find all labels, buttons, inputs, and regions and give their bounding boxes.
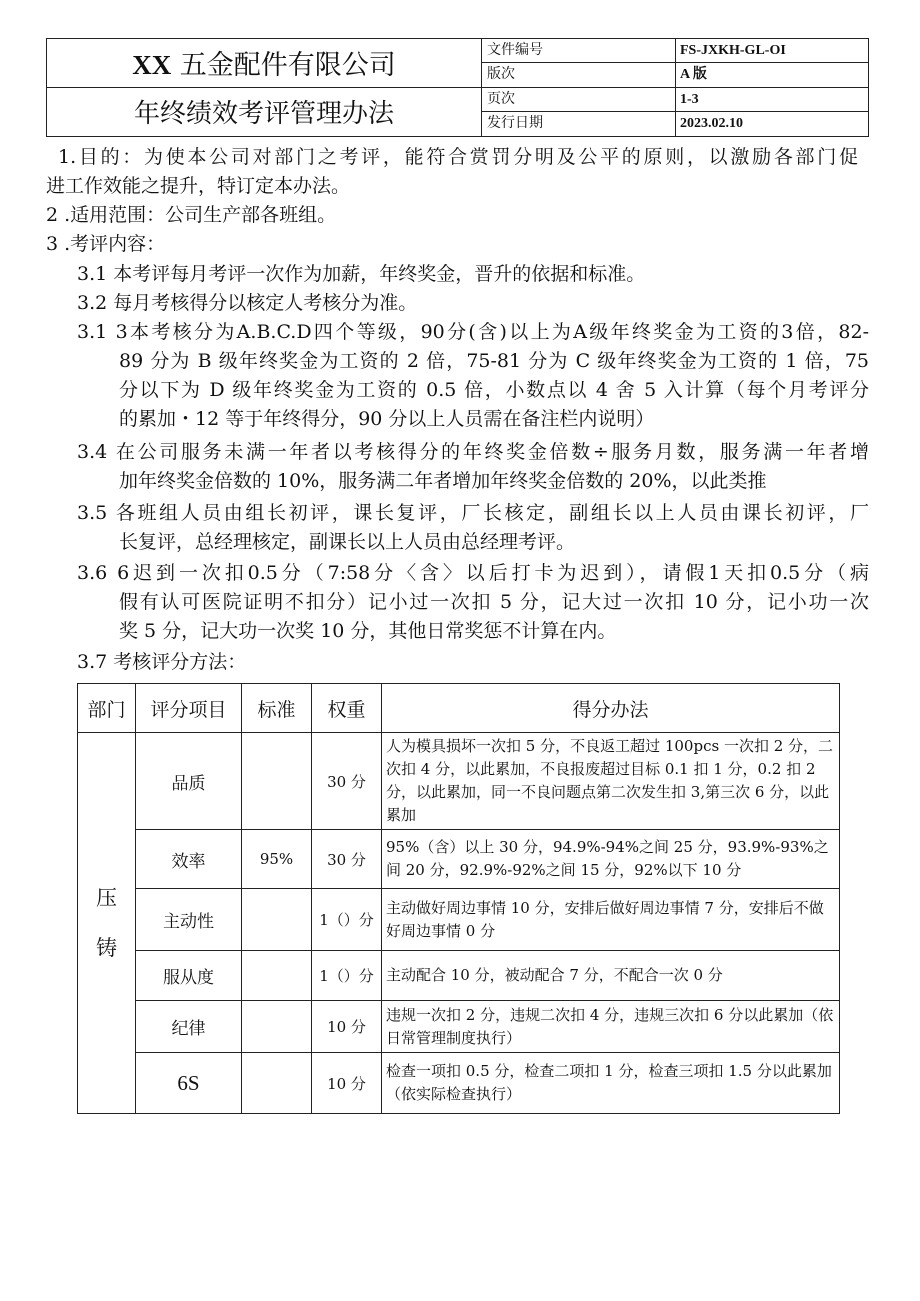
method-cell: 95%（含）以上 30 分，94.9%-94%之间 25 分，93.9%-93%之间 20 分，92.9%-92%之间 15 分，92%以下 10 分 (382, 830, 840, 889)
table-row (78, 951, 840, 1001)
item-cell: 纪律 (136, 1001, 242, 1053)
table-row (78, 733, 840, 830)
section-1-line-2: 进工作效能之提升，特订定本办法。 (46, 175, 351, 197)
section-3-13-line-1: 3.1 3本考核分为A.B.C.D四个等级，90分(含)以上为A级年终奖金为工资的3倍，82- (77, 321, 869, 343)
section-3-6-line-1: 3.6 6迟到一次扣0.5分（7:58分〈含〉以后打卡为迟到），请假1天扣0.5分（病 (77, 562, 869, 584)
item-cell: 品质 (136, 733, 242, 830)
section-3-heading: 3 .考评内容： (46, 233, 166, 255)
header-standard: 标准 (242, 684, 312, 733)
item-cell: 效率 (136, 830, 242, 889)
dept-cell: 压 铸 (78, 733, 136, 1114)
field-label-version: 版次 (487, 66, 515, 82)
header-dept: 部门 (78, 684, 136, 733)
section-3-5-line-1: 3.5 各班组人员由组长初评，课长复评，厂长核定，副组长以上人员由课长初评，厂 (77, 502, 869, 524)
document-header (46, 38, 869, 137)
table-row (78, 1001, 840, 1053)
field-label-page: 页次 (487, 91, 515, 107)
section-3-6-line-2: 假有认可医院证明不扣分）记小过一次扣 5 分，记大过一次扣 10 分，记小功一次 (119, 591, 869, 613)
item-cell: 服从度 (136, 951, 242, 1001)
method-cell: 违规一次扣 2 分，违规二次扣 4 分，违规三次扣 6 分以此累加（依日常管理制度执行） (382, 1001, 840, 1053)
table-row (78, 1053, 840, 1114)
standard-cell: 95% (242, 830, 312, 889)
table-row (78, 889, 840, 951)
section-2: 2 .适用范围：公司生产部各班组。 (46, 204, 337, 226)
section-3-2: 3.2 每月考核得分以核定人考核分为准。 (77, 292, 418, 314)
field-label-doc-number: 文件编号 (487, 42, 543, 58)
field-value-version: A 版 (680, 67, 707, 82)
section-3-4-line-1: 3.4 在公司服务未满一年者以考核得分的年终奖金倍数÷服务月数，服务满一年者增 (77, 441, 869, 463)
field-value-doc-number: FS-JXKH-GL-OI (680, 43, 786, 58)
standard-cell (242, 951, 312, 1001)
header-item: 评分项目 (136, 684, 242, 733)
evaluation-table (77, 683, 840, 1114)
field-value-page: 1-3 (680, 92, 699, 107)
section-1-line-1: 1.目的：为使本公司对部门之考评，能符合赏罚分明及公平的原则，以激励各部门促 (58, 146, 858, 168)
field-value-issue-date: 2023.02.10 (680, 116, 743, 131)
section-3-13-line-2: 89 分为 B 级年终奖金为工资的 2 倍，75-81 分为 C 级年终奖金为工资的 1 倍，75 (119, 350, 869, 372)
section-3-13-line-3: 分以下为 D 级年终奖金为工资的 0.5 倍，小数点以 4 舍 5 入计算（每个月考评分 (119, 379, 869, 401)
item-cell: 主动性 (136, 889, 242, 951)
section-3-4-line-2: 加年终奖金倍数的 10%，服务满二年者增加年终奖金倍数的 20%，以此类推 (119, 470, 767, 492)
item-cell: 6S (136, 1053, 242, 1114)
weight-cell: 10 分 (312, 1053, 382, 1114)
weight-cell: 1（）分 (312, 889, 382, 951)
section-3-6-line-3: 奖 5 分，记大功一次奖 10 分，其他日常奖惩不计算在内。 (119, 620, 617, 642)
section-3-13-line-4: 的累加・12 等于年终得分，90 分以上人员需在备注栏内说明） (119, 408, 655, 430)
table-header-row (78, 684, 840, 733)
method-cell: 人为模具损坏一次扣 5 分，不良返工超过 100pcs 一次扣 2 分，二次扣 4 分，以此累加，不良报废超过目标 0.1 扣 1 分，0.2 扣 2 分，以此累加，同一不良问题点第二次发生扣 3,第三次 6 分，以此累加 (382, 733, 840, 830)
weight-cell: 10 分 (312, 1001, 382, 1053)
method-cell: 主动配合 10 分，被动配合 7 分，不配合一次 0 分 (382, 951, 840, 1001)
weight-cell: 1（）分 (312, 951, 382, 1001)
method-cell: 检查一项扣 0.5 分，检查二项扣 1 分，检查三项扣 1.5 分以此累加（依实际检查执行） (382, 1053, 840, 1114)
standard-cell (242, 733, 312, 830)
company-name: XX 五金配件有限公司 (132, 50, 396, 81)
header-method: 得分办法 (382, 684, 840, 733)
document-title: 年终绩效考评管理办法 (133, 99, 394, 129)
header-weight: 权重 (312, 684, 382, 733)
field-label-issue-date: 发行日期 (487, 115, 543, 131)
method-cell: 主动做好周边事情 10 分，安排后做好周边事情 7 分，安排后不做好周边事情 0 分 (382, 889, 840, 951)
section-3-1: 3.1 本考评每月考评一次作为加薪，年终奖金，晋升的依据和标准。 (77, 263, 646, 285)
standard-cell (242, 1053, 312, 1114)
standard-cell (242, 1001, 312, 1053)
section-3-5-line-2: 长复评，总经理核定，副课长以上人员由总经理考评。 (119, 531, 576, 553)
weight-cell: 30 分 (312, 733, 382, 830)
standard-cell (242, 889, 312, 951)
weight-cell: 30 分 (312, 830, 382, 889)
section-3-7: 3.7 考核评分方法： (77, 651, 247, 673)
table-row (78, 830, 840, 889)
